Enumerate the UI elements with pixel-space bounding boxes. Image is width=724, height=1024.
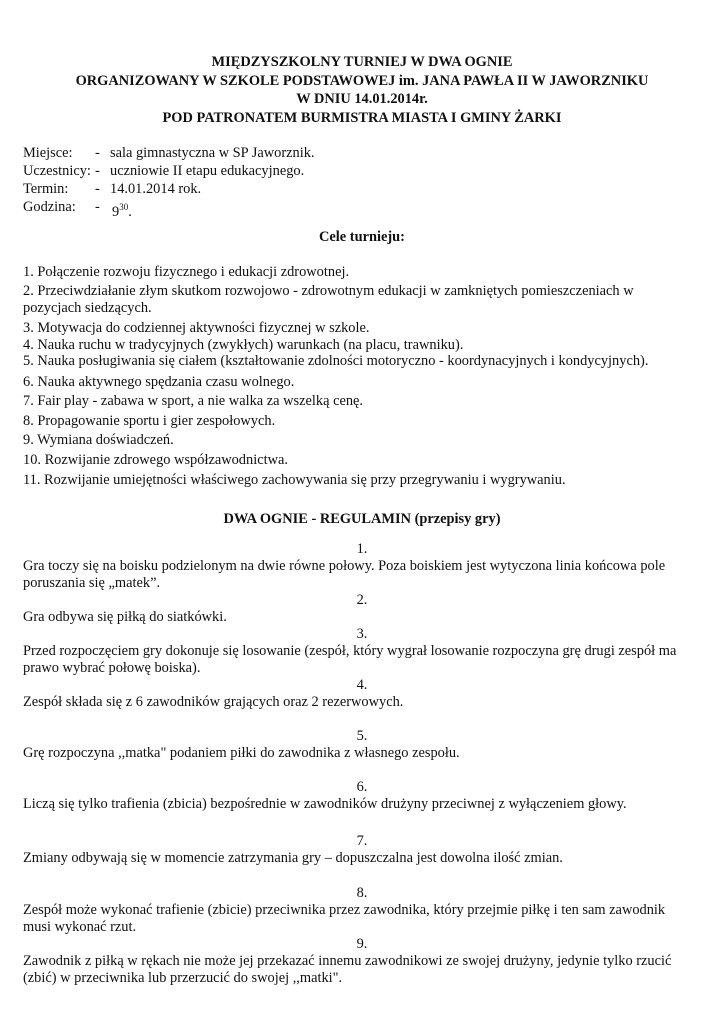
rule-text: Przed rozpoczęciem gry dokonuje się losowanie (zespół, który wygrał losowanie rozpoczyna grę drugi zespół ma xyxy=(23,643,677,659)
goal-item-continuation: pozycjach siedzących. xyxy=(23,300,152,316)
rule-number: 6. xyxy=(356,779,368,795)
time-minutes: 30 xyxy=(119,202,129,212)
rule-number: 8. xyxy=(356,885,368,901)
rule-text: (zbić) w przeciwnika lub przerzucić do swojej ,,matki". xyxy=(23,970,343,986)
info-dash: - xyxy=(95,199,100,215)
goals-title: Cele turnieju: xyxy=(319,229,405,245)
header-line-3: W DNIU 14.01.2014r. xyxy=(296,91,428,107)
time-hour: 9 xyxy=(112,203,120,220)
rule-text: Zespół składa się z 6 zawodników grających oraz 2 rezerwowych. xyxy=(23,694,404,710)
info-label: Miejsce: xyxy=(23,145,73,161)
goal-item: 9. Wymiana doświadczeń. xyxy=(23,432,174,448)
goal-item: 7. Fair play - zabawa w sport, a nie walka za wszelką cenę. xyxy=(23,393,364,409)
header-line-1: MIĘDZYSZKOLNY TURNIEJ W DWA OGNIE xyxy=(211,54,513,70)
info-dash: - xyxy=(95,163,100,179)
info-value: sala gimnastyczna w SP Jaworznik. xyxy=(110,145,315,161)
rule-number: 2. xyxy=(356,592,368,608)
info-value: 14.01.2014 rok. xyxy=(110,181,202,197)
rule-number: 9. xyxy=(356,936,368,952)
rule-text: poruszania się „matek”. xyxy=(23,575,161,591)
info-dash: - xyxy=(95,181,100,197)
rule-number: 1. xyxy=(356,541,368,557)
rule-text: Gra toczy się na boisku podzielonym na dwie równe połowy. Poza boiskiem jest wytyczona linia końcowa pole xyxy=(23,558,666,574)
info-value xyxy=(112,199,132,221)
goal-item: 4. Nauka ruchu w tradycyjnych (zwykłych) warunkach (na placu, trawniku). xyxy=(23,337,464,353)
rule-text: Zespół może wykonać trafienie (zbicie) przeciwnika przez zawodnika, który przejmie piłkę i ten sam zawodnik xyxy=(23,902,666,918)
rule-number: 7. xyxy=(356,833,368,849)
rule-text: musi wykonać rzut. xyxy=(23,919,137,935)
goal-item: 8. Propagowanie sportu i gier zespołowych. xyxy=(23,413,276,429)
goal-item: 10. Rozwijanie zdrowego współzawodnictwa. xyxy=(23,452,288,468)
rule-number: 5. xyxy=(356,728,368,744)
info-label: Godzina: xyxy=(23,199,76,215)
info-value: uczniowie II etapu edukacyjnego. xyxy=(110,163,305,179)
goal-item: 1. Połączenie rozwoju fizycznego i edukacji zdrowotnej. xyxy=(23,264,350,280)
goal-item: 11. Rozwijanie umiejętności właściwego zachowywania się przy przegrywaniu i wygrywaniu. xyxy=(23,472,566,488)
header-line-2: ORGANIZOWANY W SZKOLE PODSTAWOWEJ im. JANA PAWŁA II W JAWORZNIKU xyxy=(75,73,649,89)
goal-item: 2. Przeciwdziałanie złym skutkom rozwojowo - zdrowotnym edukacji w zamkniętych pomieszczeniach w xyxy=(23,283,634,299)
info-label: Termin: xyxy=(23,181,69,197)
rule-text: Grę rozpoczyna ,,matka" podaniem piłki do zawodnika z własnego zespołu. xyxy=(23,745,460,761)
goal-item: 3. Motywacja do codziennej aktywności fizycznej w szkole. xyxy=(23,320,370,336)
rules-title: DWA OGNIE - REGULAMIN (przepisy gry) xyxy=(223,511,501,527)
goal-item: 5. Nauka posługiwania się ciałem (kształtowanie zdolności motoryczno - koordynacyjnych i kondycyjnych). xyxy=(23,353,649,369)
rule-text: Zawodnik z piłką w rękach nie może jej przekazać innemu zawodnikowi ze swojej drużyny, jedynie tylko rzucić xyxy=(23,953,672,969)
rule-text: Zmiany odbywają się w momencie zatrzymania gry – dopuszczalna jest dowolna ilość zmian. xyxy=(23,850,563,866)
rule-text: Liczą się tylko trafienia (zbicia) bezpośrednie w zawodników drużyny przeciwnej z wyłączeniem głowy. xyxy=(23,796,627,812)
rule-text: Gra odbywa się piłką do siatkówki. xyxy=(23,609,227,625)
rule-text: prawo wybrać połowę boiska). xyxy=(23,660,201,676)
info-dash: - xyxy=(95,145,100,161)
goal-item: 6. Nauka aktywnego spędzania czasu wolnego. xyxy=(23,374,295,390)
info-label: Uczestnicy: xyxy=(23,163,91,179)
header-line-4: POD PATRONATEM BURMISTRA MIASTA I GMINY ŻARKI xyxy=(162,110,562,126)
time-period: . xyxy=(128,203,132,220)
rule-number: 3. xyxy=(356,626,368,642)
rule-number: 4. xyxy=(356,677,368,693)
